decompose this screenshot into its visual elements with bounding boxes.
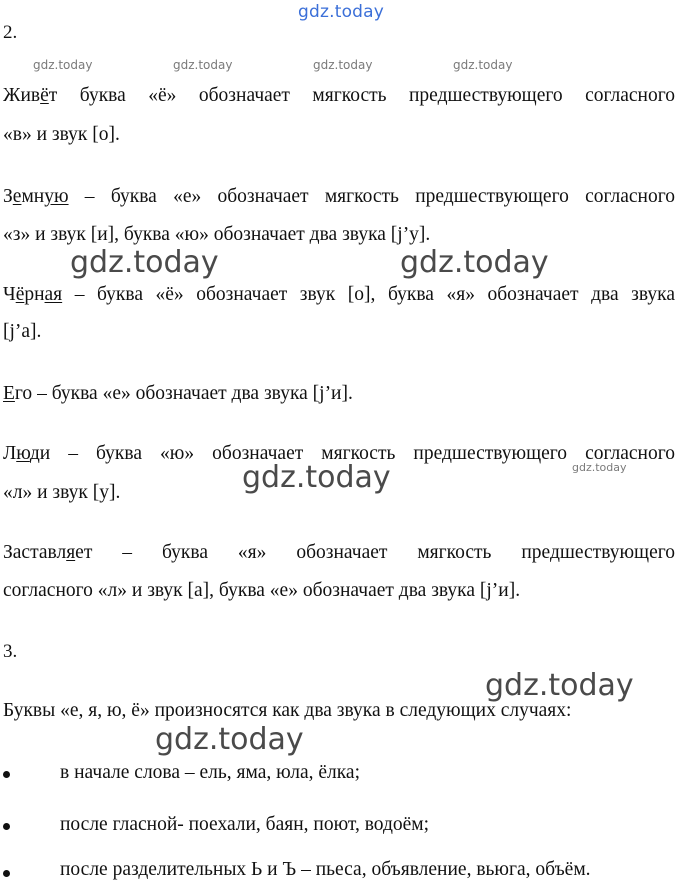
bullet-icon: [3, 823, 10, 830]
watermark-big: gdz.today: [485, 668, 634, 703]
paragraph-line: Чёрная – буква «ё» обозначает звук [о], буква «я» обозначает два звука: [3, 284, 675, 305]
watermark-big: gdz.today: [70, 245, 219, 280]
paragraph-line: «з» и звук [и], буква «ю» обозначает два звука [j’у].: [3, 224, 431, 245]
section-number: 2.: [3, 22, 18, 43]
watermark-big: gdz.today: [400, 245, 549, 280]
paragraph-line: согласного «л» и звук [а], буква «е» обозначает два звука [j’и].: [3, 580, 521, 601]
list-item: после разделительных Ь и Ъ – пьеса, объявление, вьюга, объём.: [60, 859, 591, 880]
paragraph-line: Земную – буква «е» обозначает мягкость предшествующего согласного: [3, 186, 675, 207]
watermark-small: gdz.today: [173, 58, 233, 72]
watermark-small: gdz.today: [33, 58, 93, 72]
paragraph-line: Заставляет – буква «я» обозначает мягкость предшествующего: [3, 542, 675, 563]
watermark-small: gdz.today: [453, 58, 513, 72]
watermark-small: gdz.today: [572, 461, 627, 474]
section-intro: Буквы «е, я, ю, ё» произносятся как два звука в следующих случаях:: [3, 700, 572, 721]
paragraph-line: «в» и звук [о].: [3, 124, 120, 145]
section-number: 3.: [3, 641, 18, 662]
list-item: после гласной- поехали, баян, поют, водоём;: [60, 814, 430, 835]
watermark-small: gdz.today: [313, 58, 373, 72]
paragraph-line: Люди – буква «ю» обозначает мягкость предшествующего согласного: [3, 443, 675, 464]
paragraph-line: Живёт буква «ё» обозначает мягкость предшествующего согласного: [3, 85, 675, 106]
list-item: в начале слова – ель, яма, юла, ёлка;: [60, 762, 360, 783]
watermark-top: gdz.today: [298, 2, 385, 22]
paragraph-line: [j’а].: [3, 321, 42, 342]
watermark-big: gdz.today: [242, 460, 391, 495]
bullet-icon: [3, 771, 10, 778]
paragraph-line: Его – буква «е» обозначает два звука [j’и].: [3, 383, 353, 404]
paragraph-line: «л» и звук [у].: [3, 482, 121, 503]
bullet-icon: [3, 870, 10, 877]
watermark-big: gdz.today: [155, 722, 304, 757]
